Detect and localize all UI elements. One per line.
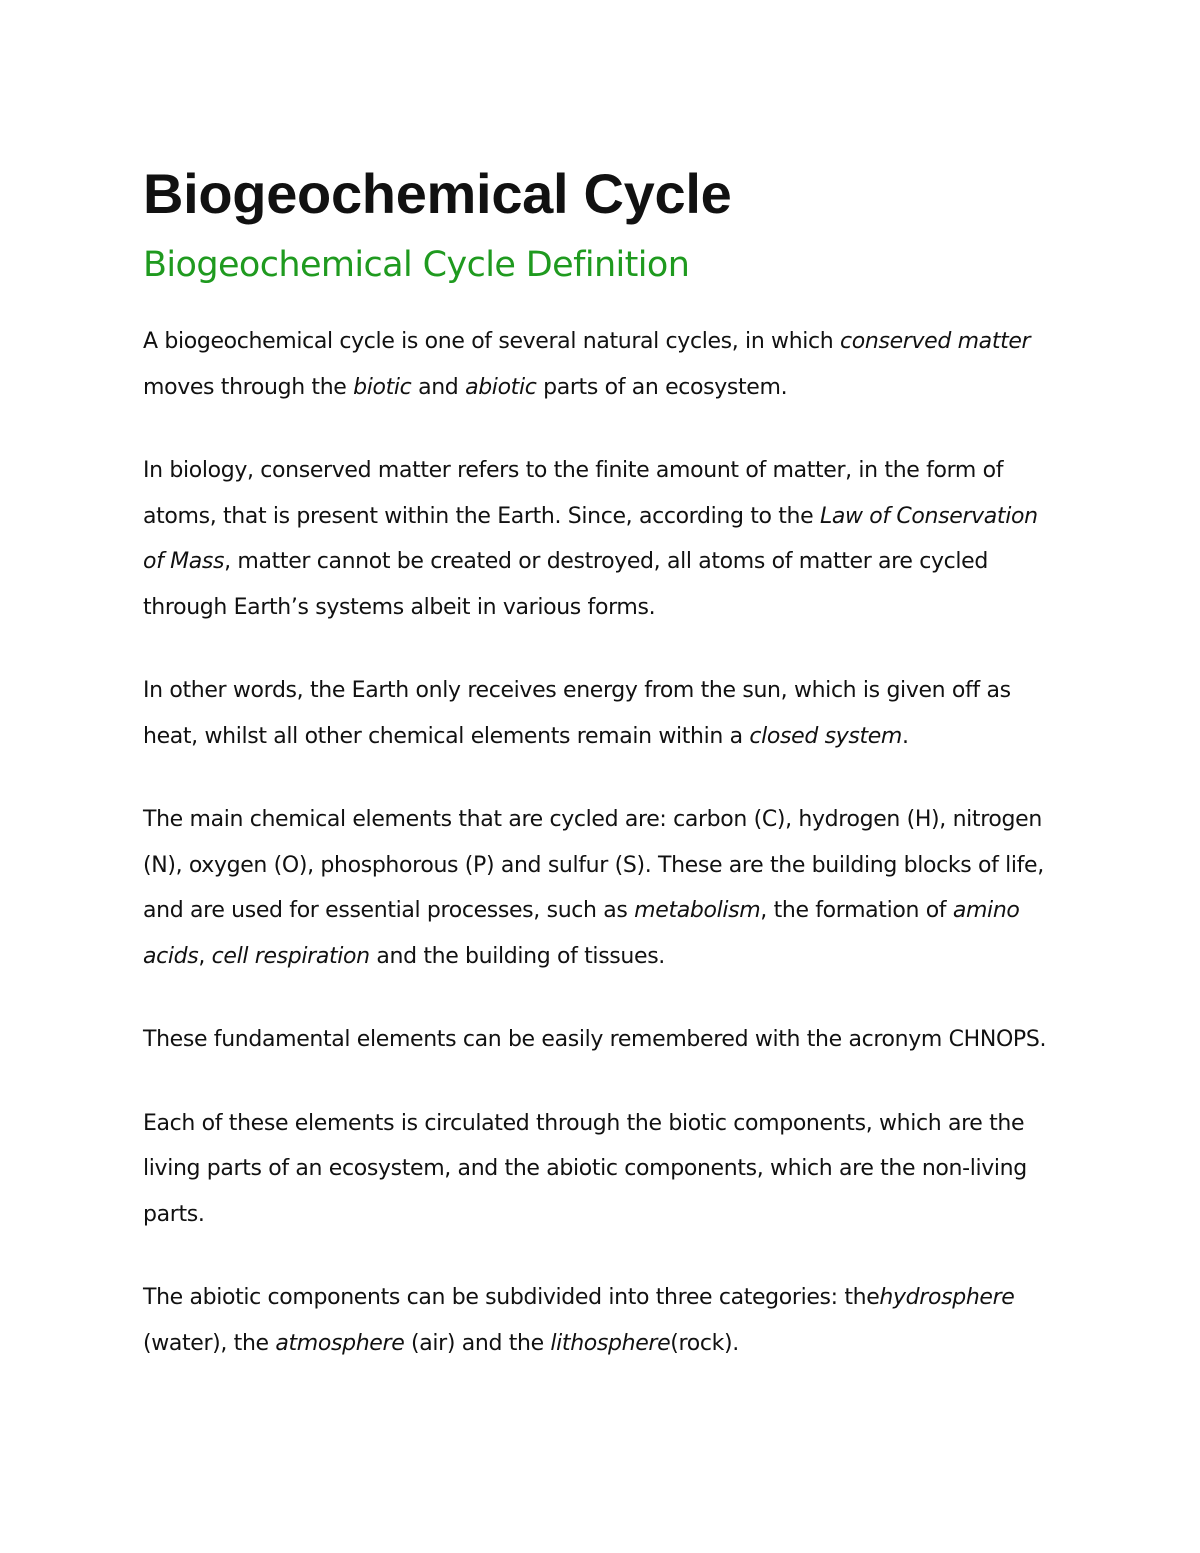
document-page: [143, 160, 1058, 1366]
text-run: In biology, conserved matter refers to the finite amount of matter, in the form of atoms, that is present within the Earth. Since, according to the: [143, 458, 1004, 529]
paragraph: [143, 1275, 1058, 1366]
italic-term: atmosphere: [275, 1330, 405, 1356]
paragraph: [143, 1017, 1058, 1063]
text-run: (water), the: [143, 1330, 276, 1356]
text-run: and the building of tissues.: [369, 943, 665, 969]
paragraph: [143, 668, 1058, 759]
text-run: .: [902, 723, 909, 749]
paragraph: [143, 448, 1058, 630]
text-run: The abiotic components can be subdivided into three categories: the: [143, 1285, 880, 1310]
text-run: , the formation of: [760, 898, 953, 923]
text-run: parts of an ecosystem.: [536, 374, 788, 400]
paragraph: [143, 319, 1058, 410]
italic-term: biotic: [353, 374, 412, 400]
text-run: These fundamental elements can be easily remembered with the acronym CHNOPS.: [143, 1027, 1047, 1052]
italic-term: lithosphere: [550, 1330, 671, 1356]
italic-term: conserved matter: [840, 329, 1031, 354]
text-run: ,: [198, 943, 212, 969]
italic-term: hydrosphere: [879, 1285, 1015, 1310]
text-run: A biogeochemical cycle is one of several natural cycles, in which: [143, 329, 841, 354]
text-run: , matter cannot be created or destroyed, all atoms of matter are cycled through Earth’s systems albeit in various forms.: [143, 549, 988, 620]
text-run: In other words, the Earth only receives energy from the sun, which is given off as heat, whilst all other chemical elements remain within a: [143, 678, 1011, 749]
text-run: (rock).: [670, 1330, 739, 1356]
document-title: Biogeochemical Cycle: [143, 162, 732, 225]
text-run: (air) and the: [404, 1330, 551, 1356]
italic-term: amino acids: [143, 898, 1020, 969]
italic-term: Law of Conservation of Mass: [143, 503, 1038, 574]
italic-term: closed system: [749, 723, 903, 749]
text-run: Each of these elements is circulated through the biotic components, which are the living parts of an ecosystem, and the abiotic components, which are the non-living parts.: [143, 1110, 1027, 1227]
paragraph: [143, 1101, 1058, 1238]
italic-term: abiotic: [465, 374, 537, 400]
text-run: moves through the: [143, 374, 354, 400]
section-heading: Biogeochemical Cycle Definition: [143, 245, 690, 285]
text-run: and: [411, 374, 466, 400]
italic-term: metabolism: [634, 898, 761, 923]
paragraph: [143, 797, 1058, 979]
italic-term: cell respiration: [211, 943, 370, 969]
text-run: The main chemical elements that are cycled are: carbon (C), hydrogen (H), nitrogen (N), oxygen (O), phosphorous (P) and sulfur (S). These are the building blocks of life, and are used for essential processes, such as: [143, 807, 1044, 923]
